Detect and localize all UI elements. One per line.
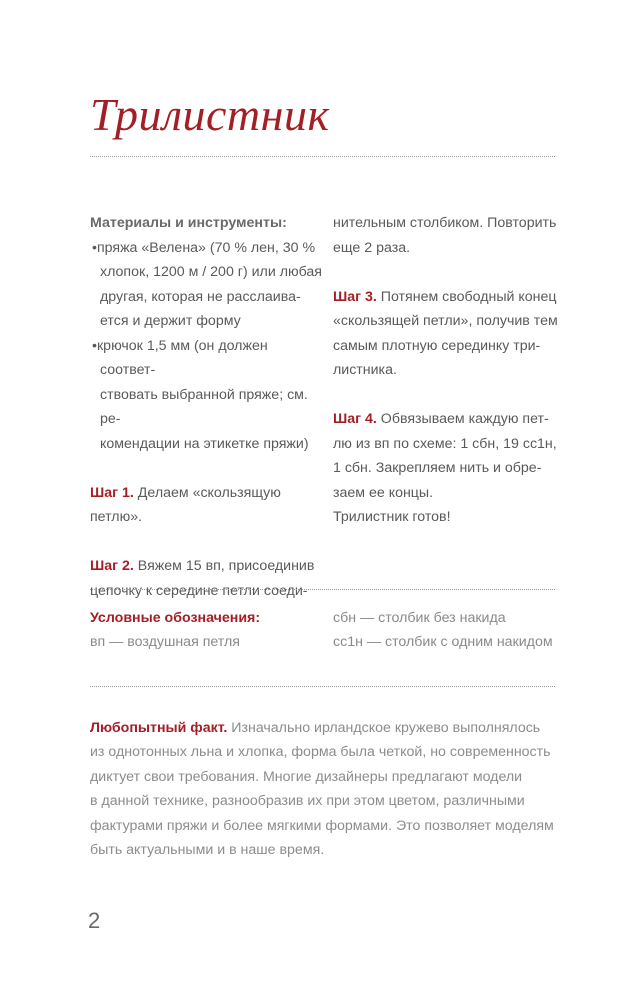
- legend-entry: вп — воздушная петля: [90, 634, 240, 650]
- materials-item: •пряжа «Велена» (70 % лен, 30 % хлопок, 1200 м / 200 г) или любая другая, которая не расслаива- ется и держит форму: [92, 239, 322, 329]
- materials-heading: Материалы и инструменты:: [90, 215, 287, 231]
- step-3: Шаг 3. Потянем свободный конец «скользящей петли», получив тем самым плотную серединку три- листника.: [333, 288, 558, 378]
- step-label: Шаг 1.: [90, 484, 134, 501]
- step-label: Шаг 3.: [333, 288, 377, 305]
- step-2: Шаг 2. Вяжем 15 вп, присоединив цепочку к середине петли соеди-: [90, 558, 315, 599]
- page-title: Трилистник: [90, 89, 330, 140]
- section-divider: [90, 686, 555, 687]
- legend-heading: Условные обозначения:: [90, 610, 261, 626]
- step-label: Шаг 4.: [333, 411, 377, 427]
- left-column: [90, 211, 322, 603]
- title-divider: [90, 156, 555, 157]
- legend-entry: сбн — столбик без накида: [333, 610, 506, 626]
- fact-label: Любопытный факт.: [90, 720, 228, 736]
- fact-paragraph: Любопытный факт. Изначально ирландское кружево выполнялось из однотонных льна и хлопка, форма была четкой, но современность диктует свои требования. Многие дизайнеры предлагают модели в данной технике, разнообразив их при этом цветом, различными фактурами пряжи и более мягкими формами. Это позволяет моделям быть актуальными и в наше время.: [90, 720, 554, 859]
- step-label: Шаг 2.: [90, 558, 134, 574]
- step-2-continued: нительным столбиком. Повторить еще 2 раза.: [333, 215, 557, 256]
- step-1: Шаг 1. Делаем «скользящую петлю».: [90, 484, 281, 525]
- step-4: Шаг 4. Обвязываем каждую пет- лю из вп по схеме: 1 сбн, 19 сс1н, 1 сбн. Закрепляем нить и обре- заем ее концы. Трилистник готов!: [333, 411, 557, 525]
- page-number: 2: [88, 908, 101, 933]
- legend-left: [90, 606, 325, 654]
- right-column: [333, 211, 563, 530]
- legend-entry: сс1н — столбик с одним накидом: [333, 634, 553, 650]
- section-divider: [90, 589, 555, 590]
- materials-item: •крючок 1,5 мм (он должен соответ- ствовать выбранной пряже; см. ре- комендации на этикетке пряжи): [92, 337, 309, 452]
- legend-right: [333, 606, 568, 654]
